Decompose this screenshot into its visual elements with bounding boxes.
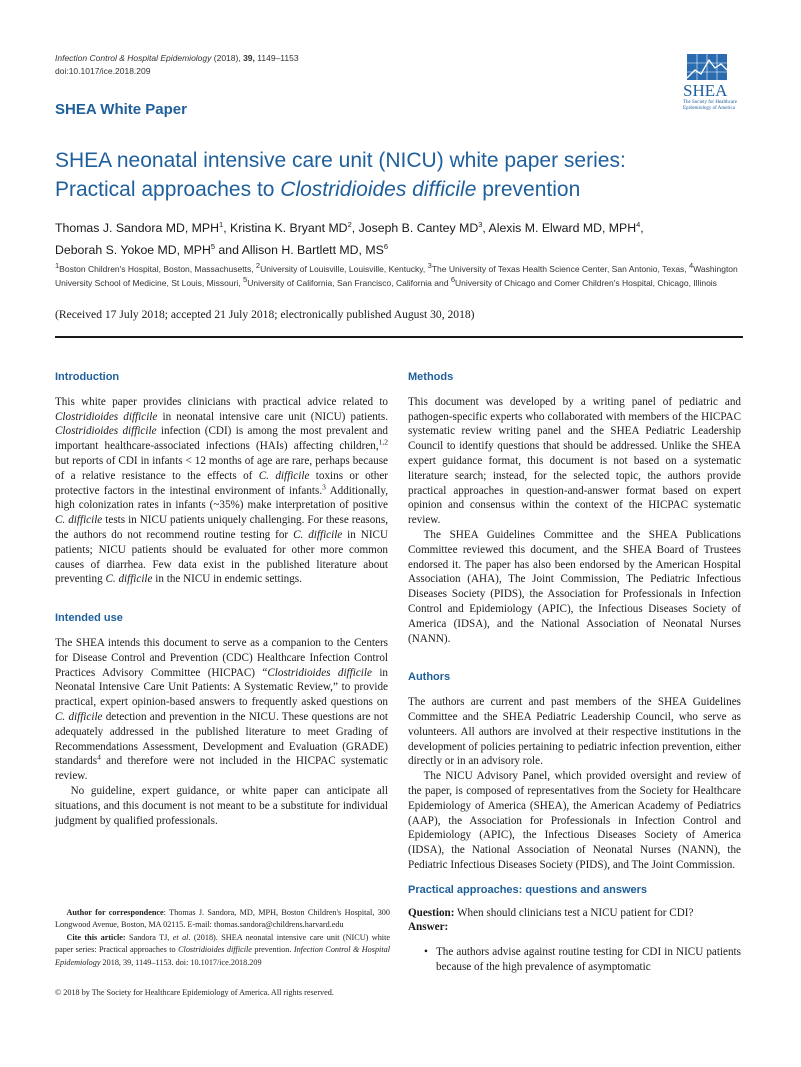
journal-name: Infection Control & Hospital Epidemiology (55, 53, 212, 63)
section-label: SHEA White Paper (55, 101, 187, 118)
question: Question: When should clinicians test a NICU patient for CDI? (408, 906, 694, 919)
journal-line (55, 52, 299, 65)
author[interactable]: Joseph B. Cantey $MD^3$ (358, 219, 483, 235)
introduction-heading: Introduction (55, 371, 120, 383)
author-list: Thomas J. Sandora MD, MPH$^1$, Kristina K. Bryant $MD^2$, Joseph B. Cantey $MD^3$, Alexis M. Elward MD, MPH$^4$, Deborah S. Yokoe MD, MPH$^5$ and Allison H. Bartlett MD, $MS^6$ (55, 219, 644, 257)
answer-bullet (408, 945, 741, 975)
affiliation: $^6$University of Chicago and Comer Children's Hospital, Chicago, Illinois (450, 275, 717, 288)
intended-use-paragraph: The SHEA intends this document to serve as a companion to the Centers for Disease Control and Prevention (CDC) Healthcare Infection Control Practices Advisory Committee (HICPAC) “Clostridioides difficile in Neonatal Intensive Care Unit Patients: A Systematic Review,” to provide practical, expert opinion-based answers to frequently asked questions on C. difficile detection and prevention in the NICU. These questions are not adequately addressed in the published literature to meet Grading of Recommendations Assessment, Development and Evaluation (GRADE) standards$^4$ and therefore were not included in the HICPAC systematic review. (55, 636, 388, 783)
title-suffix: prevention (476, 178, 581, 201)
title-organism: Clostridioides difficile (280, 178, 477, 201)
page-title (55, 146, 755, 204)
affiliation: $^3$The University of Texas Health Science Center, San Antonio, Texas, (427, 261, 690, 274)
journal-volume: 39, (243, 53, 255, 63)
logo-tagline-1: The Society for Healthcare (683, 100, 738, 105)
title-line-2 (55, 175, 755, 204)
methods-heading: Methods (408, 371, 454, 383)
doi-line[interactable]: doi:10.1017/ice.2018.209 (55, 66, 151, 76)
citation-note: Cite this article: Sandora TJ, et al. (2018). SHEA neonatal intensive care unit (NICU) white paper series: Practical approaches to Clostridioides difficile prevention. Infection Control & Hospital Epidemiology 2018, 39, 1149–1153. doi: 10.1017/ice.2018.209 (55, 932, 390, 967)
journal-pages: 1149–1153 (257, 53, 299, 63)
affiliation: $^4$Washington University School of Medicine, St Louis, Missouri, (55, 261, 738, 288)
introduction-paragraph: This white paper provides clinicians with practical advice related to Clostridioides difficile in neonatal intensive care unit (NICU) patients. Clostridioides difficile infection (CDI) is among the most prevalent and important healthcare-associated infections (HAIs) affecting children,$^{1,2}$ but reports of CDI in infants < 12 months of age are rare, perhaps because of a relative resistance to the effects of C. difficile toxins or other protective factors in the intestinal environment of infants.$^3$ Additionally, high colonization rates in infants (~35%) make interpretation of positive C. difficile tests in NICU patients uniquely challenging. For these reasons, the authors do not recommend routine testing for C. difficile in NICU patients; NICU patients should be evaluated for other more common causes of diarrhea. Few data exist in the published literature about preventing C. difficile in the NICU in endemic settings. (55, 395, 389, 586)
logo-wordmark: SHEA (683, 81, 728, 100)
left-column (55, 370, 388, 828)
footnotes (55, 907, 390, 969)
authors-paragraph-1: The authors are current and past members of the SHEA Guidelines Committee and the SHEA Pediatric Leadership Council, who serve as volunteers. All authors are involved at their respective institutions in the development of policies pertaining to pediatric infection prevention, either directly or in an advisory role. (408, 696, 741, 768)
correspondence-note: Author for correspondence: Thomas J. Sandora, MD, MPH, Boston Children's Hospital, 300 Longwood Avenue, Boston, MA 02115. E-mail: thomas.sandora@childrens.harvard.edu (55, 908, 390, 930)
logo-tagline-2: Epidemiology of America (683, 106, 735, 111)
practical-approaches-heading: Practical approaches: questions and answers (408, 883, 648, 896)
author[interactable]: Allison H. Bartlett MD, $MS^6$ (241, 241, 388, 257)
author[interactable]: Deborah S. Yokoe MD, MPH$^5$ (55, 241, 216, 257)
affiliation: $^1$Boston Children's Hospital, Boston, Massachusetts, (55, 261, 256, 274)
bullet-icon: • (424, 946, 428, 959)
answer-label: Answer: (408, 921, 449, 934)
intended-use-heading: Intended use (55, 612, 123, 625)
affiliation: $^5$University of California, San Francisco, California and (243, 275, 451, 288)
author[interactable]: Alexis M. Elward MD, MPH$^4$ (488, 219, 641, 235)
header-divider (55, 336, 743, 338)
author[interactable]: Kristina K. Bryant $MD^2$ (230, 219, 352, 235)
title-prefix: Practical approaches to (55, 178, 281, 201)
right-column (408, 370, 741, 975)
methods-paragraph-2: The SHEA Guidelines Committee and the SHEA Publications Committee reviewed this document, and the SHEA Board of Trustees endorsed it. The paper has also been endorsed by the American Hospital Association (AHA), The Joint Commission, The Pediatric Infectious Diseases Society (PIDS), the Association for Professionals in Infection Control and Epidemiology (APIC), the Infectious Diseases Society of America (IDSA), and the National Association of Neonatal Nurses (NANN). (408, 528, 741, 645)
publication-dates: (Received 17 July 2018; accepted 21 July 2018; electronically published August 30, 2018) (55, 308, 475, 321)
bullet-text: The authors advise against routine testing for CDI in NICU patients because of the high prevalence of asymptomatic (436, 946, 741, 973)
affiliation: $^2$University of Louisville, Louisville, Kentucky, (255, 261, 428, 274)
title-line-1: SHEA neonatal intensive care unit (NICU) white paper series: (55, 149, 626, 172)
shea-logo (679, 52, 747, 114)
shea-logo-icon (679, 52, 747, 114)
intended-use-paragraph-2: No guideline, expert guidance, or white paper can anticipate all situations, and this document is not meant to be a substitute for individual judgment by qualified professionals. (55, 784, 388, 827)
journal-year: (2018), (213, 53, 241, 63)
journal-citation (55, 52, 299, 78)
authors-heading: Authors (408, 671, 451, 684)
author[interactable]: Thomas J. Sandora MD, MPH$^1$ (55, 219, 224, 235)
authors-paragraph-2: The NICU Advisory Panel, which provided oversight and review of the paper, is composed of representatives from the Society for Healthcare Epidemiology of America (SHEA), the American Academy of Pediatrics (AAP), the Association for Professionals in Infection Control and Epidemiology (APIC), the Infectious Diseases Society of America (IDSA), the National Association of Neonatal Nurses (NANN), the Pediatric Infectious Diseases Society (PIDS), and The Joint Commission. (408, 770, 741, 871)
affiliations (55, 262, 745, 290)
copyright-notice: © 2018 by The Society for Healthcare Epidemiology of America. All rights reserved. (55, 988, 334, 997)
methods-paragraph-1: This document was developed by a writing panel of pediatric and pathogen-specific experts who collaborated with members of the HICPAC systematic review writing panel and the SHEA Pediatric Leadership Council to identify questions that should be addressed. Unlike the SHEA expert guidance format, this document is not based on a systematic literature search; instead, for the selected topic, the authors provide practical approaches in question-and-answer format based on expert opinion and consensus within the context of the HICPAC systematic review. (408, 395, 741, 527)
